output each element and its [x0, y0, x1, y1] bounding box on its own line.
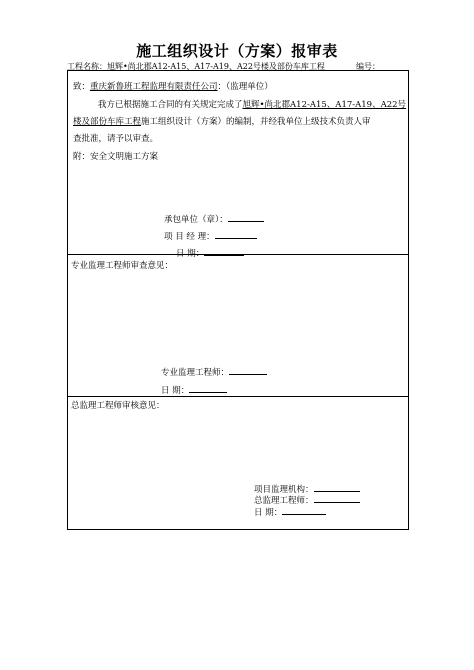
body-line-2-b: 施工组织设计（方案）的编制，并经我单位上级技术负责人审: [141, 117, 371, 127]
specialist-engineer-label: 专业监理工程师：: [161, 368, 230, 378]
project-name: 旭辉•尚北郡A12-A15、A17-A19、A22号楼及部份车库工程: [107, 62, 325, 71]
chief-engineer-blank[interactable]: [314, 494, 360, 503]
number-label: 编号：: [356, 62, 380, 71]
manager-row: [164, 230, 257, 242]
contractor-row: [164, 213, 264, 225]
addressee-prefix: 致：: [73, 82, 91, 92]
addressee-suffix: ：（监理单位）: [217, 82, 273, 92]
body-line-1: [98, 98, 406, 110]
contractor-blank[interactable]: [228, 213, 264, 222]
chief-engineer-label: 总监理工程师：: [254, 496, 314, 506]
manager-label: 项 目 经 理：: [164, 232, 215, 242]
date-label-2: 日 期：: [161, 386, 190, 396]
supervision-org-label: 项目监理机构：: [254, 485, 314, 495]
manager-blank[interactable]: [215, 230, 257, 239]
date-blank-3[interactable]: [282, 506, 326, 515]
attachment-line: 附：安全文明施工方案: [73, 152, 159, 162]
addressee-line: [73, 80, 273, 92]
form-title: 施工组织设计（方案）报审表: [136, 42, 338, 60]
section-divider-2: [67, 396, 409, 397]
date-blank-1[interactable]: [204, 247, 244, 256]
body-line-3: 查批准，请予以审查。: [73, 134, 159, 144]
body-project-name-b: 楼及部份车库工程: [73, 117, 142, 127]
chief-opinion-heading: 总监理工程师审核意见：: [71, 401, 165, 411]
date-blank-2[interactable]: [189, 384, 227, 393]
date-row-2: [161, 384, 227, 396]
project-label: 工程名称：: [67, 62, 107, 71]
date-label-1: 日 期：: [176, 249, 205, 259]
supervision-org-blank[interactable]: [314, 483, 360, 492]
contractor-label: 承包单位（章）：: [164, 215, 228, 225]
specialist-engineer-blank[interactable]: [229, 366, 267, 375]
addressee-company: 重庆新鲁班工程监理有限责任公司: [90, 82, 218, 92]
date-row-3: [254, 506, 326, 518]
body-line-2: [73, 115, 371, 127]
body-project-name-a: 旭辉•尚北郡A12-A15、A17-A19、A22号: [242, 100, 407, 110]
date-label-3: 日 期：: [254, 508, 283, 518]
specialist-engineer-row: [161, 366, 267, 378]
chief-engineer-row: [254, 494, 360, 506]
body-line-1-a: 我方已根据施工合同的有关规定完成了: [98, 100, 243, 110]
specialist-opinion-heading: 专业监理工程师审查意见：: [71, 261, 174, 271]
date-row-1: [176, 247, 244, 259]
